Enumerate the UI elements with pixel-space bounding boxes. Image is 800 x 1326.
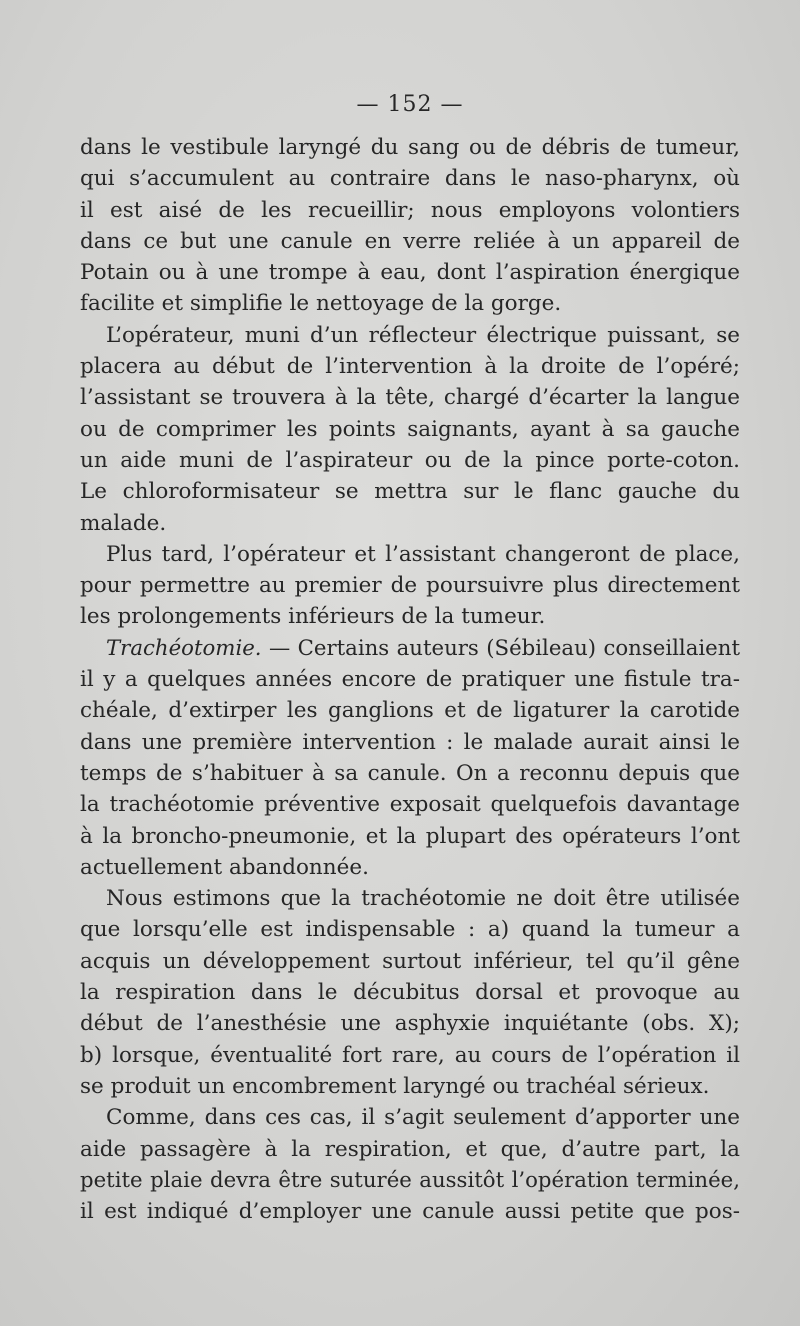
text-line: il est aisé de les recueillir; nous employons volontiers: [80, 197, 740, 223]
text-line: placera au début de l’intervention à la droite de l’opéré;: [80, 354, 740, 380]
text-line: pour permettre au premier de poursuivre plus directement: [80, 573, 740, 599]
text-line: se produit un encombrement laryngé ou trachéal sérieux.: [80, 1073, 710, 1099]
text-line: dans le vestibule laryngé du sang ou de débris de tumeur,: [80, 135, 740, 160]
text-line: malade.: [80, 510, 167, 536]
text-line: qui s’accumulent au contraire dans le naso-pharynx, où: [80, 166, 740, 192]
text-line: temps de s’habituer à sa canule. On a reconnu depuis que: [80, 760, 740, 786]
text-line: dans une première intervention : le malade aurait ainsi le: [80, 729, 740, 755]
text-line: ou de comprimer les points saignants, ayant à sa gauche: [80, 416, 740, 442]
text-line: un aide muni de l’aspirateur ou de la pince porte-coton.: [80, 447, 740, 473]
page-number: — 152 —: [356, 92, 464, 117]
text-line: Nous estimons que la trachéotomie ne doit être utilisée: [106, 886, 740, 912]
text-line: Potain ou à une trompe à eau, dont l’aspiration énergique: [80, 260, 740, 286]
text-line: L’opérateur, muni d’un réflecteur électrique puissant, se: [106, 322, 740, 348]
body-text: [80, 132, 740, 1227]
text-line: début de l’anesthésie une asphyxie inquiétante (obs. X);: [80, 1011, 740, 1037]
text-run: — Certains auteurs (Sébileau) conseillaient: [261, 635, 740, 661]
text-line: l’assistant se trouvera à la tête, chargé d’écarter la langue: [80, 385, 740, 411]
text-line: que lorsqu’elle est indispensable : a) quand la tumeur a: [80, 917, 740, 943]
section-heading: Trachéotomie.: [106, 635, 262, 661]
text-line: dans ce but une canule en verre reliée à un appareil de: [80, 228, 740, 254]
text-line: Comme, dans ces cas, il s’agit seulement d’apporter une: [106, 1105, 740, 1131]
text-line: [80, 633, 740, 664]
text-line: les prolongements inférieurs de la tumeur.: [80, 604, 546, 630]
text-line: chéale, d’extirper les ganglions et de ligaturer la carotide: [80, 698, 740, 724]
text-line: b) lorsque, éventualité fort rare, au cours de l’opération il: [80, 1042, 740, 1068]
text-line: acquis un développement surtout inférieur, tel qu’il gêne: [80, 948, 740, 974]
text-line: à la broncho-pneumonie, et la plupart des opérateurs l’ont: [80, 823, 740, 849]
text-line: il y a quelques années encore de pratiquer une fistule tra-: [80, 667, 740, 693]
text-line: Le chloroformisateur se mettra sur le flanc gauche du: [80, 479, 740, 505]
text-line: actuellement abandonnée.: [80, 854, 369, 880]
text-line: aide passagère à la respiration, et que, d’autre part, la: [80, 1136, 740, 1162]
text-line: la respiration dans le décubitus dorsal et provoque au: [80, 980, 740, 1006]
text-line: la trachéotomie préventive exposait quelquefois davantage: [80, 792, 740, 818]
text-line: Plus tard, l’opérateur et l’assistant changeront de place,: [106, 541, 740, 567]
text-line: petite plaie devra être suturée aussitôt l’opération terminée,: [80, 1167, 740, 1193]
text-line: il est indiqué d’employer une canule aussi petite que pos-: [80, 1199, 740, 1225]
text-line: facilite et simplifie le nettoyage de la gorge.: [80, 291, 562, 317]
